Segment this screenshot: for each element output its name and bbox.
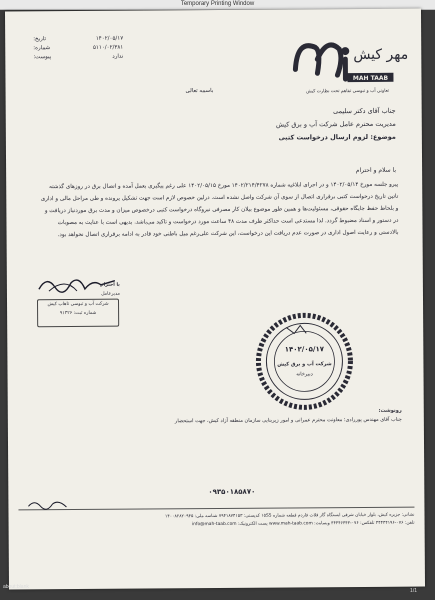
- cc-block: [42, 407, 402, 428]
- stamp-line1: شرکت آب و تبوسی تاهاب کیش: [47, 301, 109, 308]
- signature-closing: با احترام: [100, 282, 120, 288]
- address-block: [146, 105, 396, 146]
- body-paragraph: پیرو جلسه مورخ ۱۴۰۲/۰۵/۱۴ و در اجرای ابلاغیه شماره ۱۴۰۲/۲۱۴/۴۲۷۸ مورخ ۱۴۰۲/۰۵/۱۵ علی رغم پیگیری بعمل آمده و اتصال برق در روزهای گذشته تاتین تاریخ درخواست کتبی برقراری اتصال از سوی آن شرکت واصل نشده است. درلین خصوص لازم است جهت تشکیل پرونده و طی مراحل مالی و اداری و بلحاظ حفظ جایگاه حقوقی، مسئولیت‌ها و همین طور موضوع بیلان کار مصرفی نیروگاه درخواست کتبی درخصوص میزان و مدت برق موردنیاز دریافت و در دستور و اسناد مضبوط گردد. لذا مستدعی است حداکثر ظرف مدت ۴۸ ساعت مورد درخواست و تاکید می‌باشد. بدیهی است با عنایت به مصوبات بالادستی و رعایت اصول اداری در صورت عدم دریافت این درخواست، این شرکت علی‌رغم میل باطنی خود قادر به ادامه برقراری اتصال نخواهد بود.: [40, 181, 399, 239]
- seal-note: دبیرخانه: [296, 371, 313, 378]
- letter-meta: [33, 35, 123, 63]
- letter-footer: [18, 507, 414, 531]
- initials-scribble-icon: [26, 498, 76, 510]
- round-seal: [254, 311, 355, 412]
- logo-brand: مهر کیش: [353, 46, 408, 64]
- seal-company: شرکت آب و برق کیش: [277, 361, 332, 368]
- subject: موضوع: لزوم ارسال درخواست کتبی: [278, 132, 396, 142]
- logo-latin: MAH TAAB: [352, 74, 389, 83]
- seal-number: ۱۴۰۲/۰۵/۱۷: [284, 345, 325, 354]
- number-value: ۵۱۱۰/۰۲/۳۸۱: [92, 44, 124, 51]
- number-label: شماره:: [33, 45, 51, 52]
- footer-contact: تلفن: ۰۷۶-۴۴۴۴۴۱۹۶ تلفکس: ۰۷۶-۴۴۴۴۶۴۴۳ وبسایت: www.mah-taab.com پست الکترونیک: info@mah-taab.com: [191, 520, 415, 528]
- letter-body: [38, 179, 398, 242]
- recipient-position: مدیریت محترم عامل شرکت آب و برق کیش: [275, 119, 396, 129]
- window-title: Temporary Printing Window: [180, 1, 255, 7]
- date-value: ۱۴۰۲/۰۵/۱۷: [95, 35, 124, 42]
- footer-address: نشانی: جزیره کیش، بلوار خیابان شرقی ایستگاه گاز قلات فاردم قطعه شماره ۱۵S5 کدپستی: ۷۹۴۱۸۷۴۱۵۳ شناسه ملی: ۱۴۰۰۸۲۸۲۰۹۴۵: [165, 512, 415, 520]
- letter-page: [5, 9, 425, 590]
- handwritten-phone: ۰۹۳۵۰۱۸۵۸۷۰: [208, 487, 256, 497]
- url-marker: about:blank: [3, 584, 29, 590]
- attachment-value: ندارد: [112, 53, 124, 60]
- signature-title: مدیرعامل: [101, 291, 120, 297]
- basmala: باسمه تعالی: [185, 88, 214, 95]
- attachment-label: پیوست:: [33, 54, 52, 61]
- company-stamp: [37, 299, 119, 328]
- greeting: با سلام و احترام: [355, 166, 397, 175]
- stamp-line2: شماره ثبت: ۹۱۳۲۶: [59, 310, 97, 317]
- page-number: 1/1: [410, 588, 417, 594]
- date-label: تاریخ:: [33, 36, 46, 43]
- recipient: جناب آقای دکتر سلیمی: [333, 106, 396, 116]
- logo-mark-icon: [287, 29, 407, 90]
- cc-label: رونوشت:: [378, 407, 402, 414]
- signature-stamp: [35, 279, 120, 328]
- cc-line: جناب آقای مهندس پوررادی؛ معاونت محترم عمرانی و امور زیربنایی سازمان منطقه آزاد کیش، جهت استحضار: [174, 416, 402, 425]
- company-logo: [287, 29, 407, 100]
- logo-tagline: تعاونی آب و تبوسی تفاهم تحت نظارت کیش: [306, 88, 390, 95]
